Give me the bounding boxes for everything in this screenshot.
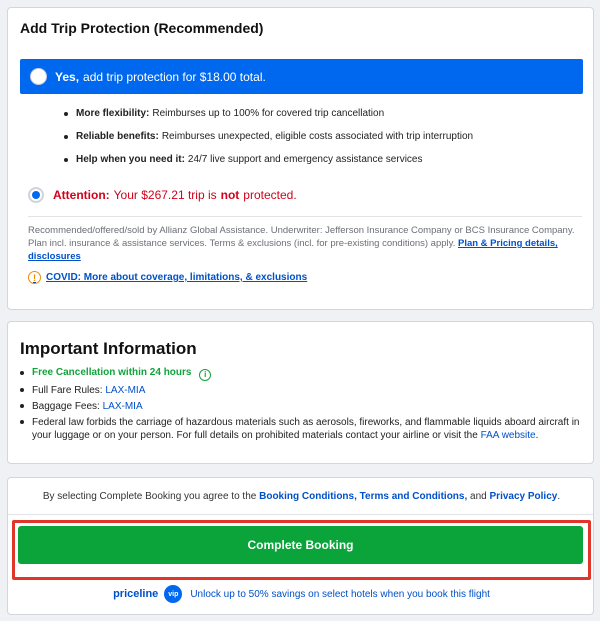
benefit-text: 24/7 live support and emergency assistance services [187,154,423,165]
complete-booking-card [7,477,594,615]
yes-description: add trip protection for $18.00 total. [83,69,266,84]
attention-label: Attention: [53,188,110,202]
full-fare-link[interactable]: LAX-MIA [105,384,146,396]
benefit-text: Reimburses up to 100% for covered trip cancellation [152,108,385,119]
baggage-label: Baggage Fees: [32,400,100,412]
trip-protection-card [7,7,594,310]
agreement-text [8,491,595,502]
agreement-end: . [557,491,561,502]
important-information-card [7,321,594,464]
list-item [64,154,473,177]
insurance-disclaimer [28,224,584,263]
bullet-icon [64,135,68,139]
bullet-icon [64,158,68,162]
divider [28,216,582,217]
benefits-list [64,108,473,177]
benefit-title: Reliable benefits: [76,131,159,142]
complete-booking-button[interactable]: Complete Booking [18,526,583,564]
benefit-text: Reimburses unexpected, eligible costs associated with trip interruption [161,131,474,142]
decline-protection-option[interactable] [28,187,297,203]
decline-protection-radio[interactable] [28,187,44,203]
faa-website-link[interactable]: FAA website [480,429,536,441]
agreement-intro: By selecting Complete Booking you agree to the [42,491,257,502]
list-item [20,384,580,397]
yes-label: Yes, [55,69,80,84]
bullet-icon [20,404,24,408]
plan-pricing-link[interactable]: Plan & Pricing details, disclosures [28,238,558,262]
attention-text: Your $267.21 trip is [113,188,217,202]
list-item [20,366,580,381]
baggage-link[interactable]: LAX-MIA [102,400,143,412]
terms-conditions-link[interactable]: Terms and Conditions, [359,491,468,502]
vip-promo-text: Unlock up to 50% savings on select hotels when you book this flight [190,588,490,600]
benefit-title: Help when you need it: [76,154,185,165]
list-item [20,416,580,442]
information-list [20,366,580,445]
benefit-title: More flexibility: [76,108,150,119]
list-item [20,400,580,413]
covid-link-row[interactable] [28,271,307,284]
important-information-title: Important Information [20,339,197,358]
trip-protection-title: Add Trip Protection (Recommended) [20,20,264,36]
bullet-icon [20,388,24,392]
list-item [64,108,473,131]
covid-link[interactable]: COVID: More about coverage, limitations, & exclusions [46,272,308,283]
privacy-policy-link[interactable]: Privacy Policy [489,491,558,502]
priceline-logo: priceline [113,588,159,600]
bullet-icon [20,420,24,424]
agreement-and: and [470,491,487,502]
full-fare-label: Full Fare Rules: [32,384,103,396]
divider [8,514,593,515]
yes-protection-option[interactable] [20,59,583,94]
list-item [64,131,473,154]
attention-text-end: protected. [243,188,297,202]
bullet-icon [64,112,68,116]
disclaimer-text: Recommended/offered/sold by Allianz Global Assistance. Underwriter: Jefferson Insurance Company or BCS Insurance Company. Plan incl. insurance & assistance services. Terms & exclusions (incl. for pre-existing conditions) apply. [28,225,575,249]
free-cancellation-text: Free Cancellation within 24 hours [32,367,192,378]
federal-law-end: . [535,429,539,441]
federal-law-text: Federal law forbids the carriage of hazardous materials such as aerosols, fireworks, and flammable liquids aboard aircraft in your luggage or on your person. For full details on prohibited materials contact your airline or visit the [32,416,580,441]
yes-protection-radio[interactable] [30,68,47,85]
info-icon[interactable]: i [199,369,211,381]
vip-promo [8,585,595,603]
booking-conditions-link[interactable]: Booking Conditions, [259,491,357,502]
warning-icon: ! [28,271,41,284]
bullet-icon [20,371,24,375]
attention-not: not [220,188,240,202]
vip-badge-icon: vip [164,585,182,603]
